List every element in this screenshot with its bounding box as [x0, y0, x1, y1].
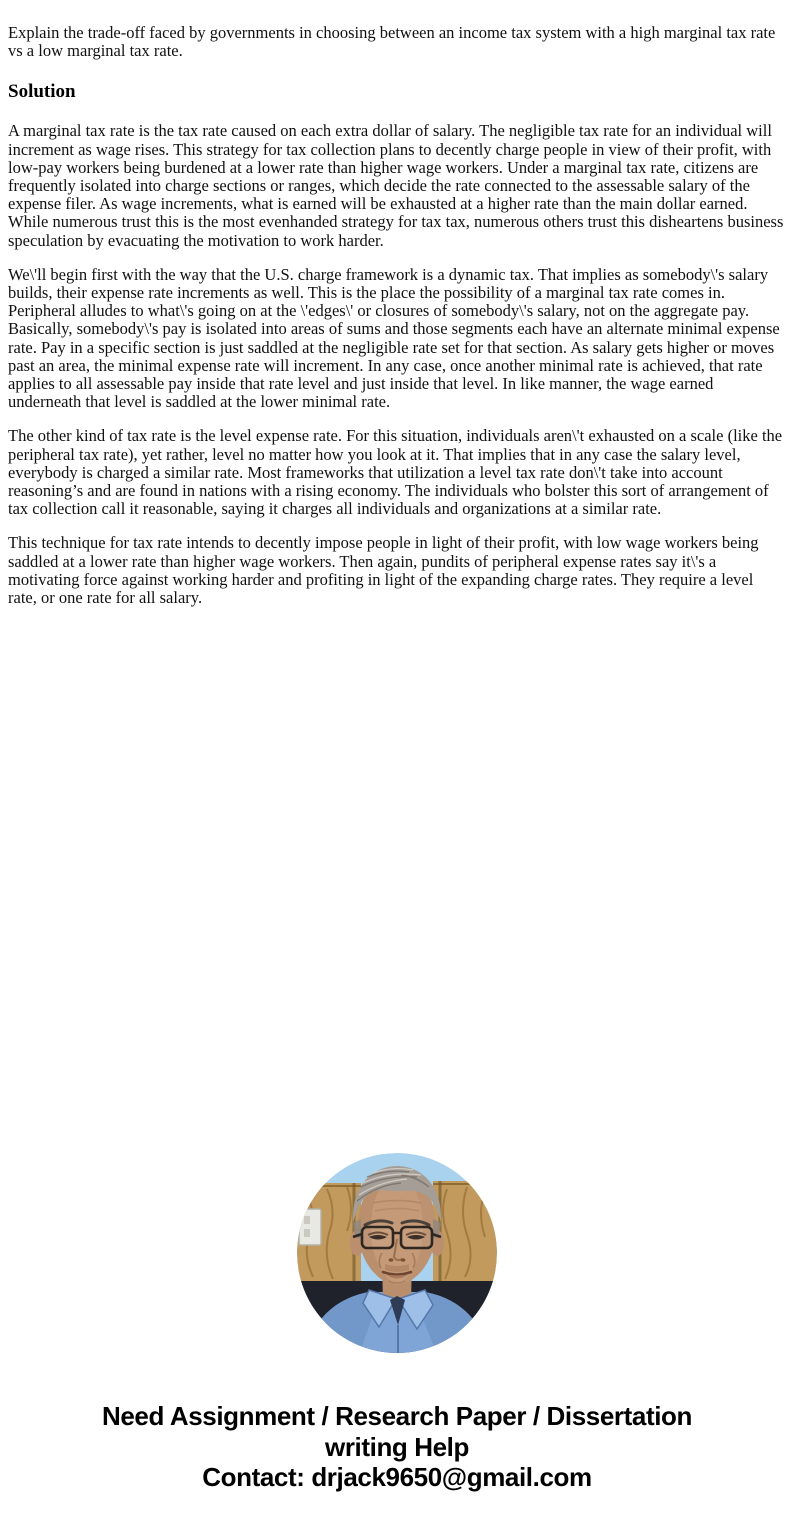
question-text: Explain the trade-off faced by governments in choosing between an income tax system with a high marginal tax rate vs a low marginal tax rate.: [8, 23, 776, 61]
tutor-photo: [297, 1153, 497, 1353]
solution-paragraph-2: We\'ll begin first with the way that the U.S. charge framework is a dynamic tax. That implies as somebody\'s salary builds, their expense rate increments as well. This is the place the possibility of a marginal tax rate comes in. Peripheral alludes to what\'s going on at the \'edges\' or closures of somebody\'s salary, not on the aggregate pay. Basically, somebody\'s pay is isolated into areas of sums and those segments each have an alternate minimal expense rate. Pay in a specific section is just saddled at the negligible rate set for that section. As salary gets higher or moves past an area, the minimal expense rate will increment. In any case, once another minimal rate is achieved, that rate applies to all assessable pay inside that rate level and just inside that level. In like manner, the wage earned underneath that level is saddled at the lower minimal rate.: [8, 264, 780, 412]
footer-contact-email: Contact: drjack9650@gmail.com: [202, 1462, 592, 1492]
solution-heading: Solution: [8, 81, 76, 103]
photo-switch-plate: [299, 1209, 321, 1245]
solution-paragraph-3: The other kind of tax rate is the level expense rate. For this situation, individuals aren\'t exhausted on a scale (like the peripheral tax rate), yet rather, level no matter how you look at it. That implies that in any case the salary level, everybody is charged a similar rate. Most frameworks that utilization a level tax rate don\'t take into account reasoning’s and are found in nations with a rising economy. The individuals who bolster this sort of arrangement of tax collection call it reasonable, saying it charges all individuals and organizations at a similar rate.: [8, 426, 783, 519]
footer-line-2: writing Help: [325, 1431, 469, 1462]
document-body: [0, 0, 794, 623]
tutor-photo-illustration: [297, 1153, 497, 1353]
footer-line-1: Need Assignment / Research Paper / Dissertation: [101, 1401, 692, 1431]
footer-cta: [0, 1401, 794, 1493]
solution-paragraph-4: This technique for tax rate intends to decently impose people in light of their profit, with low wage workers being saddled at a lower rate than higher wage workers. Then again, pundits of peripheral expense rates say it\'s a motivating force against working harder and profiting in light of the expanding charge rates. They require a level rate, or one rate for all salary.: [8, 533, 759, 608]
solution-paragraph-1: A marginal tax rate is the tax rate caused on each extra dollar of salary. The negligible tax rate for an individual will increment as wage rises. This strategy for tax collection plans to decently charge people in view of their profit, with low-pay workers being burdened at a lower rate than higher wage workers. Under a marginal tax rate, citizens are frequently isolated into charge sections or ranges, which decide the rate connected to the assessable salary of the expense filer. As wage increments, what is earned will be exhausted at a higher rate than the main dollar earned. While numerous trust this is the most evenhanded strategy for tax tax, numerous others trust this disheartens business speculation by evacuating the motivation to work harder.: [8, 121, 784, 250]
